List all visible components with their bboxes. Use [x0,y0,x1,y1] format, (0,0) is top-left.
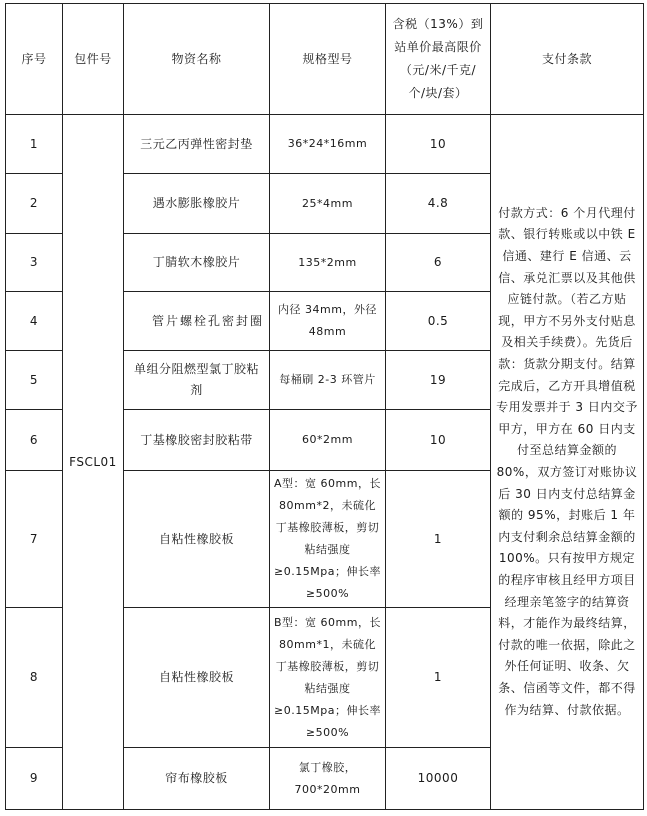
cell-name: 遇水膨胀橡胶片 [124,174,270,234]
header-package: 包件号 [63,4,124,115]
header-row [6,4,644,115]
cell-seq: 2 [6,174,63,234]
cell-spec: 氯丁橡胶，700*20mm [270,748,386,810]
header-seq: 序号 [6,4,63,115]
cell-seq: 9 [6,748,63,810]
cell-price: 0.5 [386,292,491,351]
cell-name: 管片螺栓孔密封圈 [124,292,270,351]
cell-spec: 135*2mm [270,234,386,292]
cell-name: 三元乙丙弹性密封垫 [124,115,270,174]
cell-package-no: FSCL01 [63,115,124,810]
header-name: 物资名称 [124,4,270,115]
cell-seq: 5 [6,351,63,410]
cell-name: 自粘性橡胶板 [124,608,270,748]
cell-spec: A型：宽 60mm，长 80mm*2，未硫化丁基橡胶薄板，剪切粘结强度≥0.15Mpa；伸长率≥500% [270,471,386,608]
cell-spec: 每桶刷 2-3 环管片 [270,351,386,410]
cell-spec: 60*2mm [270,410,386,471]
cell-name: 丁基橡胶密封胶粘带 [124,410,270,471]
cell-payment-terms: 付款方式：6 个月代理付款、银行转账或以中铁 E 信通、建行 E 信通、云信、承兑汇票以及其他供应链付款。（若乙方贴现，甲方不另外支付贴息及相关手续费）。先货后款：货款分期支付。结算完成后，乙方开具增值税专用发票并于 3 日内交予甲方，甲方在 60 日内支付至总结算金额的 80%，双方签订对账协议后 30 日内支付总结算金额的 95%，封账后 1 年内支付剩余总结算金额的 100%。只有按甲方规定的程序审核且经甲方项目经理亲笔签字的结算资料，才能作为最终结算，付款的唯一依据，除此之外任何证明、收条、欠条、信函等文件，都不得作为结算、付款依据。 [491,115,644,810]
cell-seq: 3 [6,234,63,292]
cell-spec: 36*24*16mm [270,115,386,174]
cell-price: 19 [386,351,491,410]
materials-table [5,3,644,810]
cell-price: 4.8 [386,174,491,234]
cell-seq: 4 [6,292,63,351]
cell-seq: 8 [6,608,63,748]
cell-name: 丁腈软木橡胶片 [124,234,270,292]
cell-price: 1 [386,608,491,748]
cell-seq: 7 [6,471,63,608]
header-payment: 支付条款 [491,4,644,115]
cell-price: 1 [386,471,491,608]
header-spec: 规格型号 [270,4,386,115]
cell-spec: 25*4mm [270,174,386,234]
cell-price: 6 [386,234,491,292]
cell-spec: B型：宽 60mm，长 80mm*1，未硫化丁基橡胶薄板，剪切粘结强度≥0.15Mpa；伸长率≥500% [270,608,386,748]
table-row [6,115,644,174]
cell-name: 帘布橡胶板 [124,748,270,810]
cell-spec: 内径 34mm，外径 48mm [270,292,386,351]
cell-name: 自粘性橡胶板 [124,471,270,608]
header-price: 含税（13%）到站单价最高限价（元/米/千克/个/块/套） [386,4,491,115]
cell-price: 10000 [386,748,491,810]
cell-seq: 6 [6,410,63,471]
cell-name: 单组分阻燃型氯丁胶粘剂 [124,351,270,410]
cell-price: 10 [386,115,491,174]
cell-price: 10 [386,410,491,471]
cell-seq: 1 [6,115,63,174]
